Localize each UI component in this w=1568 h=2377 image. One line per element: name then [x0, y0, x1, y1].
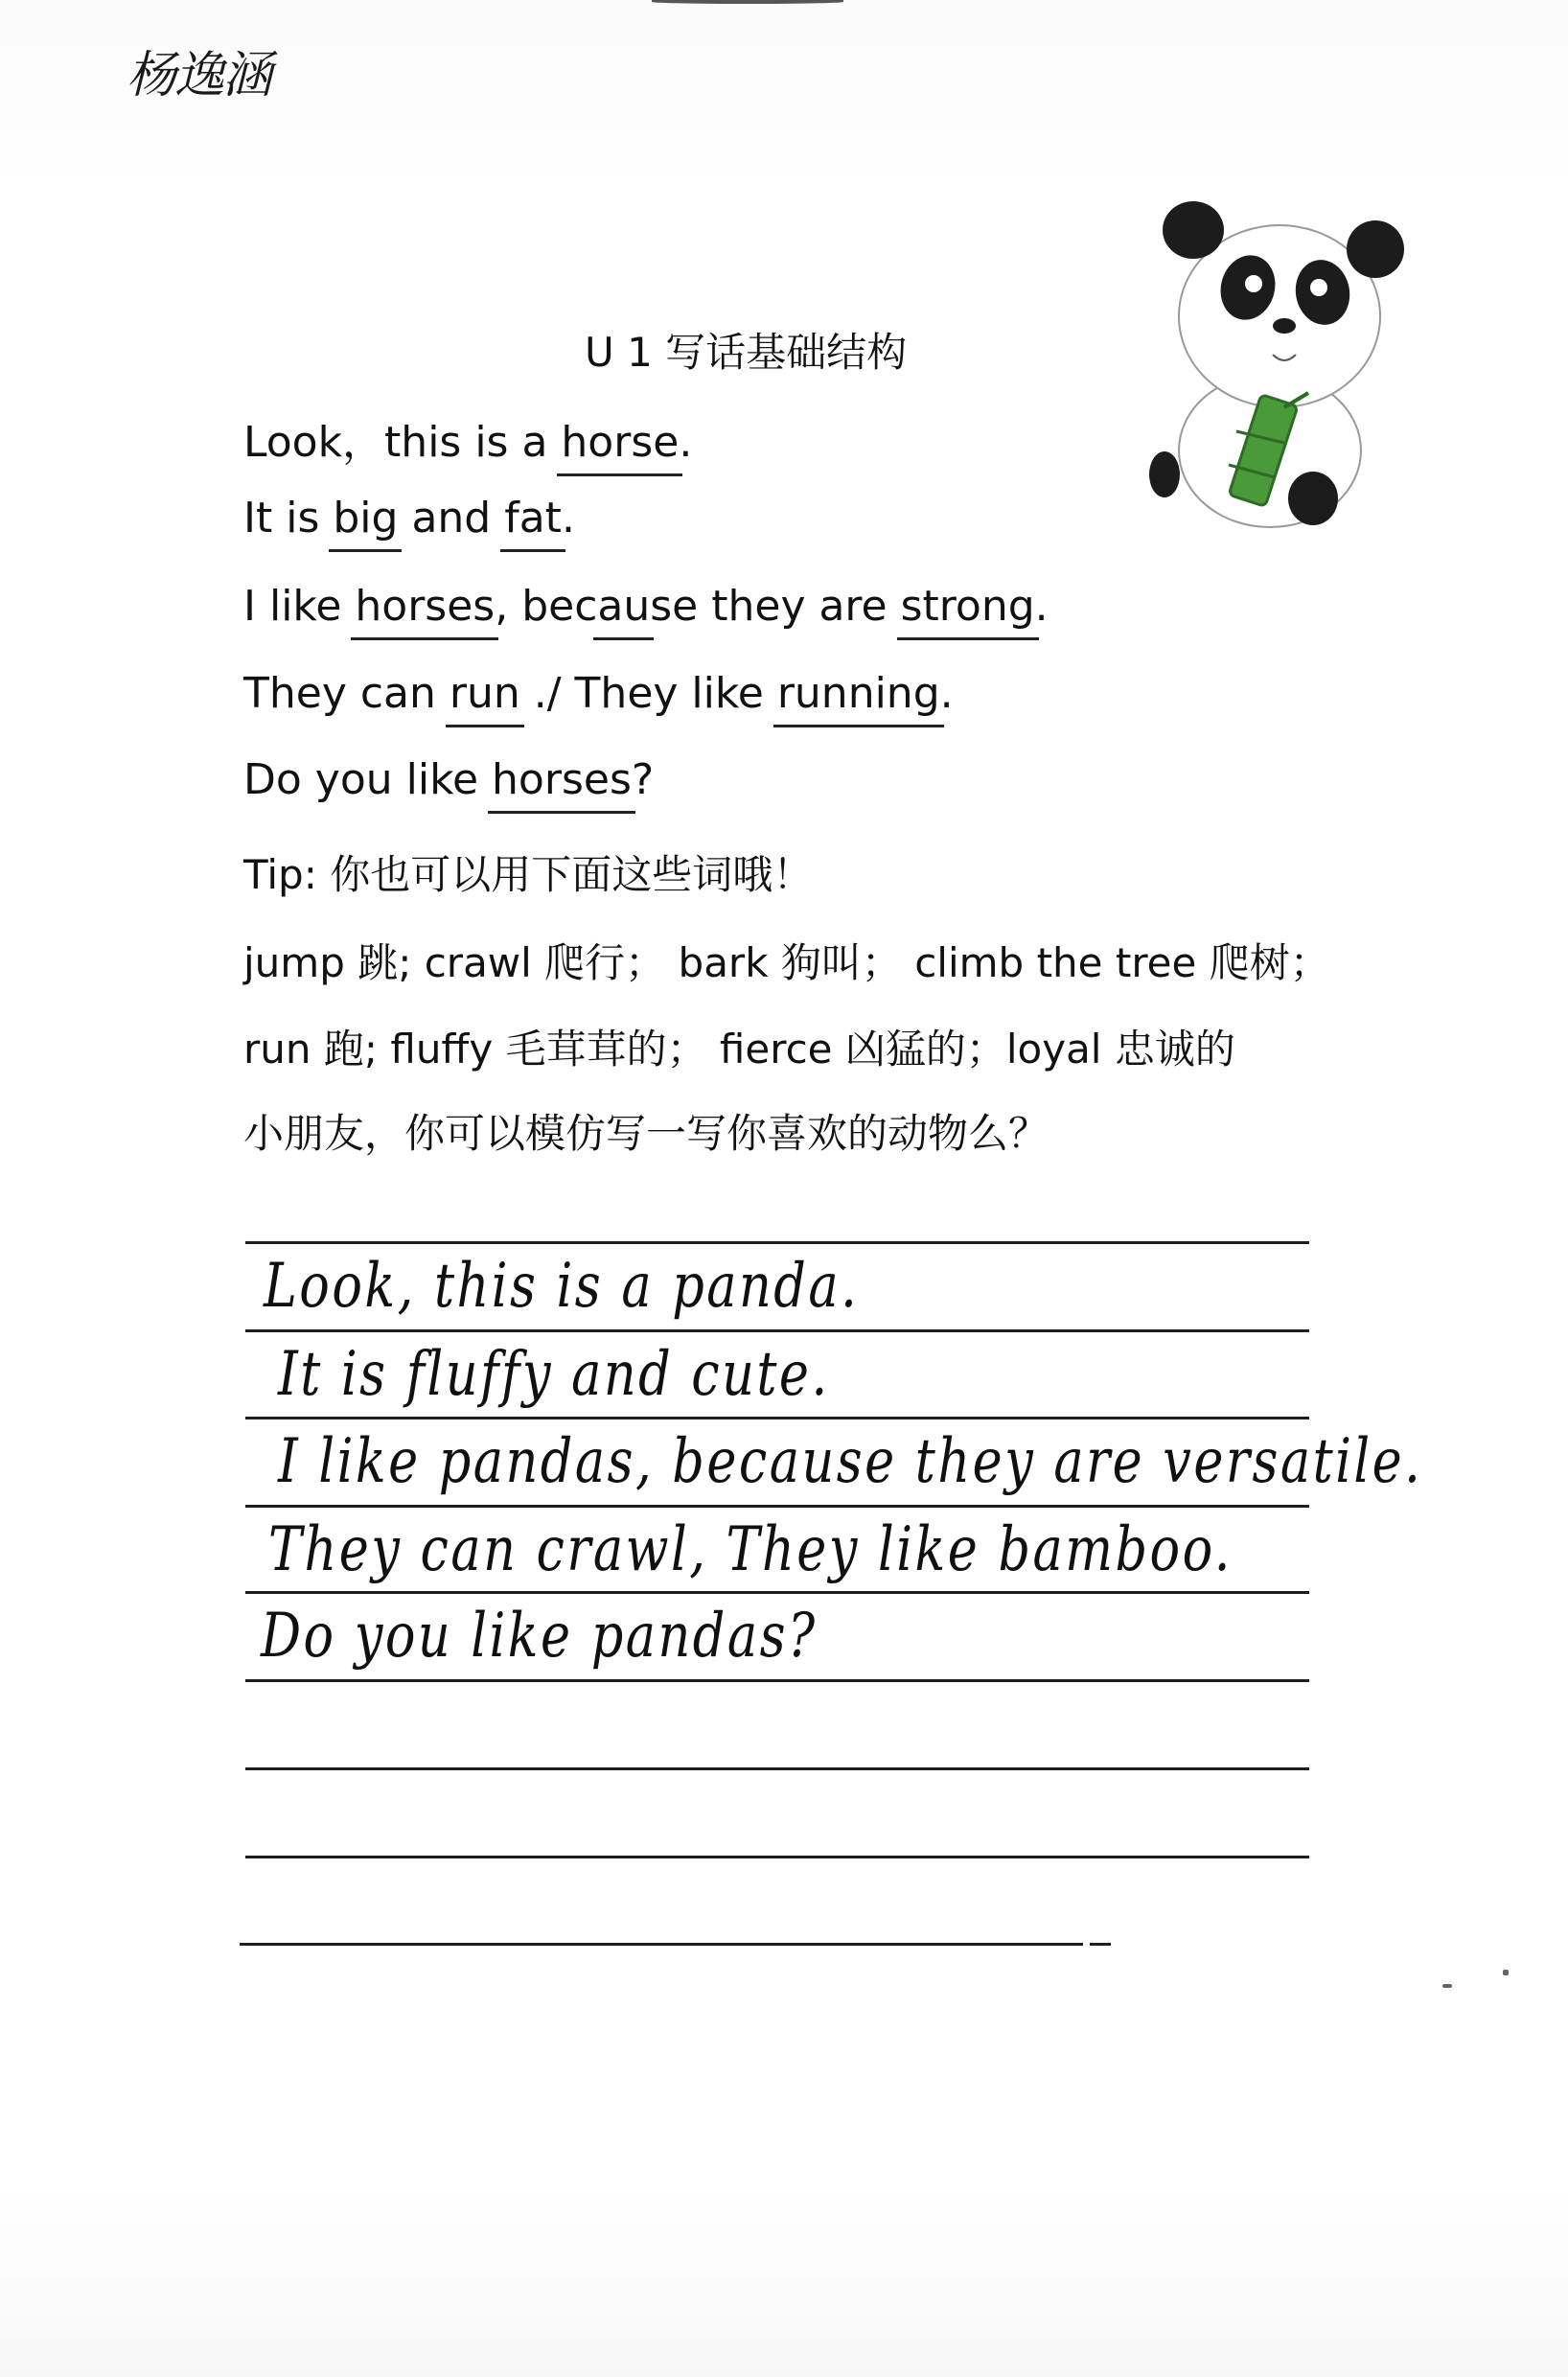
model-text: I like — [243, 582, 356, 631]
writing-line-8 — [245, 1856, 1309, 1858]
writing-line-4 — [245, 1505, 1309, 1508]
writing-line-9-tail — [1090, 1943, 1111, 1946]
panda-ear-right — [1347, 220, 1404, 278]
model-underlined-word: au — [597, 582, 651, 631]
model-text: . — [1034, 582, 1049, 631]
model-underlined-word: run — [449, 669, 520, 718]
model-underlined-word: horses — [492, 755, 632, 804]
model-text: . — [939, 669, 954, 718]
handwritten-answer-line-1: Look, this is a panda. — [264, 1251, 860, 1322]
model-underlined-word: horses — [355, 582, 496, 631]
panda-eye-right — [1310, 279, 1327, 296]
writing-line-7 — [245, 1767, 1309, 1770]
panda-nose — [1273, 318, 1296, 334]
scan-edge-mark — [652, 0, 843, 4]
scan-speck — [1503, 1970, 1509, 1975]
student-name-handwritten: 杨逸涵 — [127, 47, 271, 104]
handwritten-answer-line-4: They can crawl, They like bamboo. — [268, 1514, 1233, 1585]
model-text: . — [561, 494, 575, 542]
model-sentence-5 — [243, 755, 654, 804]
model-underlined-word: horse — [561, 418, 680, 467]
model-text: , bec — [495, 582, 598, 631]
model-text: ? — [631, 755, 655, 804]
writing-line-1 — [245, 1241, 1309, 1244]
model-sentence-2 — [243, 494, 575, 542]
panda-paw-left — [1149, 451, 1180, 497]
tip-prompt: 小朋友，你可以模仿写一写你喜欢的动物么？ — [243, 1110, 1049, 1157]
model-underlined-word: big — [333, 494, 399, 542]
writing-line-9 — [240, 1943, 1083, 1946]
tip-heading: Tip: 你也可以用下面这些词哦！ — [243, 851, 814, 898]
worksheet-title: U 1 写话基础结构 — [585, 329, 908, 376]
model-sentence-3 — [243, 582, 1049, 631]
model-text: It is — [243, 494, 334, 542]
handwritten-answer-line-5: Do you like pandas? — [261, 1601, 818, 1672]
tip-vocab-row-2: run 跑; fluffy 毛茸茸的； fierce 凶猛的；loyal 忠诚的 — [243, 1026, 1235, 1073]
model-underlined-word: fat — [504, 494, 562, 542]
tip-vocab-row-1: jump 跳; crawl 爬行； bark 狗叫； climb the tree 爬树； — [243, 939, 1330, 986]
panda-ear-left — [1163, 201, 1224, 259]
model-sentence-1 — [243, 407, 692, 469]
model-text: ./ They like — [519, 669, 777, 718]
model-text: and — [398, 494, 505, 542]
writing-line-3 — [245, 1417, 1309, 1419]
model-underlined-word: running — [776, 669, 940, 718]
panda-illustration — [1141, 192, 1418, 537]
panda-foot-right — [1288, 472, 1338, 525]
model-text: . — [679, 418, 693, 467]
model-text: se they are — [650, 582, 901, 631]
model-sentence-4 — [243, 669, 954, 718]
model-underlined-word: strong — [900, 582, 1035, 631]
scan-speck — [1442, 1984, 1452, 1988]
handwritten-answer-line-3: I like pandas, because they are versatile. — [278, 1426, 1423, 1497]
writing-line-2 — [245, 1329, 1309, 1332]
writing-line-5 — [245, 1591, 1309, 1594]
panda-eye-left — [1245, 275, 1262, 292]
model-text: They can — [243, 669, 450, 718]
writing-line-6 — [245, 1679, 1309, 1682]
handwritten-answer-line-2: It is fluffy and cute. — [278, 1339, 830, 1410]
model-text: Look，this is a — [243, 418, 562, 467]
model-text: Do you like — [243, 755, 493, 804]
